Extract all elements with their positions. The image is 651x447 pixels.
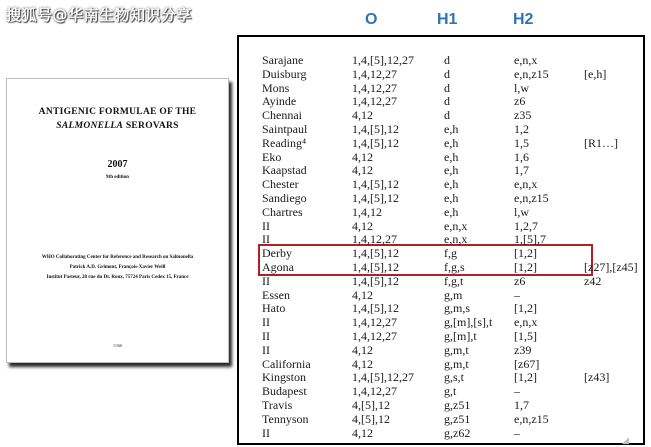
- h2-antigen: –: [514, 384, 520, 399]
- h1-antigen: e,h: [444, 135, 459, 150]
- cover-institute: Institut Pasteur, 28 rue du Dr. Roux, 75724 Paris Cedex 15, France: [46, 275, 189, 280]
- serovar-name: II: [262, 232, 270, 247]
- o-antigen: 4,12: [352, 218, 373, 233]
- h1-antigen: e,h: [444, 177, 459, 192]
- table-row: [239, 301, 639, 315]
- o-antigen: 1,4,[5],12: [352, 260, 399, 274]
- serovar-name: Chester: [262, 177, 299, 192]
- h1-antigen: g,[m],t: [444, 329, 477, 343]
- o-antigen: 4,[5],12: [352, 398, 390, 412]
- serovar-name: Chartres: [262, 204, 303, 219]
- table-row: [239, 329, 639, 343]
- serovar-name: II: [262, 329, 270, 343]
- h1-antigen: g,t: [444, 384, 457, 399]
- h1-antigen: g,m,t: [444, 356, 469, 371]
- serovar-name: II: [262, 425, 270, 440]
- serovar-name: Tennyson: [262, 411, 309, 426]
- table-row: [239, 288, 639, 302]
- o-antigen: 1,4,[5],12,27: [352, 370, 414, 385]
- serovar-name: California: [262, 356, 311, 371]
- o-antigen: 1,4,12: [352, 204, 382, 219]
- cover-title-italic: SALMONELLA: [56, 121, 124, 131]
- table-row: [239, 122, 639, 136]
- table-row: [239, 205, 639, 219]
- h1-antigen: d: [444, 80, 450, 95]
- table-row: [239, 343, 639, 357]
- table-row: [239, 136, 639, 150]
- serovar-name: Hato: [262, 301, 286, 316]
- h2-antigen: [z67]: [514, 356, 540, 371]
- serovar-name: Essen: [262, 287, 290, 302]
- h2-antigen: [1,5]: [514, 329, 537, 343]
- o-antigen: 4,12: [352, 287, 373, 302]
- h1-antigen: e,n,x: [444, 232, 468, 247]
- column-header-h2: H2: [513, 11, 534, 28]
- table-row: [239, 274, 639, 288]
- h2-antigen: [1,2]: [514, 246, 537, 261]
- table-row: [239, 370, 639, 384]
- cover-year: 2007: [107, 159, 128, 170]
- o-antigen: 1,4,[5],12,27: [352, 53, 414, 67]
- table-row: [239, 94, 639, 108]
- extra-antigen: [e,h]: [584, 66, 607, 81]
- o-antigen: 1,4,[5],12: [352, 191, 399, 205]
- o-antigen: 1,4,12,27: [352, 80, 397, 95]
- serovar-name: Agona: [262, 260, 294, 274]
- o-antigen: 4,[5],12: [352, 411, 390, 426]
- serovar-name: Mons: [262, 80, 290, 95]
- extra-antigen: [z43]: [584, 370, 610, 385]
- h2-antigen: e,n,z15: [514, 411, 549, 426]
- watermark: 搜狐号@华南生物知识分享: [6, 6, 193, 24]
- h2-antigen: e,n,z15: [514, 66, 549, 81]
- h1-antigen: e,h: [444, 122, 459, 136]
- table-row: [239, 412, 639, 426]
- h2-antigen: [1,2]: [514, 370, 537, 385]
- h2-antigen: z39: [514, 342, 532, 357]
- o-antigen: 1,4,12,27: [352, 315, 397, 330]
- table-row: [239, 426, 639, 440]
- table-row: [239, 357, 639, 371]
- h1-antigen: g,[m],[s],t: [444, 315, 493, 330]
- serovar-name: Kaapstad: [262, 163, 307, 178]
- h1-antigen: g,z62: [444, 425, 471, 440]
- h1-antigen: e,h: [444, 163, 459, 178]
- table-row: [239, 191, 639, 205]
- o-antigen: 1,4,[5],12: [352, 246, 399, 261]
- h2-antigen: 1,7: [514, 163, 529, 178]
- serovar-name: Derby: [262, 246, 292, 261]
- serovar-name: II: [262, 273, 270, 288]
- corner-mark-icon: ◢: [622, 436, 629, 446]
- table-row: [239, 246, 639, 260]
- o-antigen: 1,4,12,27: [352, 94, 397, 109]
- table-row: [239, 163, 639, 177]
- table-row: [239, 384, 639, 398]
- cover-title-line1: ANTIGENIC FORMULAE OF THE: [38, 107, 197, 117]
- h2-antigen: 1,2,7: [514, 218, 538, 233]
- extra-antigen: z42: [584, 273, 602, 288]
- table-row: [239, 398, 639, 412]
- cover-title-rest: SEROVARS: [123, 121, 179, 131]
- serovar-name: Eko: [262, 149, 282, 164]
- h2-antigen: –: [514, 287, 520, 302]
- serovar-name: Ayinde: [262, 94, 297, 109]
- h2-antigen: z6: [514, 94, 526, 109]
- h2-antigen: 1,7: [514, 398, 529, 412]
- h1-antigen: g,m,t: [444, 342, 469, 357]
- h1-antigen: g,s,t: [444, 370, 465, 385]
- o-antigen: 4,12: [352, 342, 373, 357]
- serovar-name: II: [262, 218, 270, 233]
- serovar-name: Chennai: [262, 108, 302, 123]
- o-antigen: 1,4,12,27: [352, 384, 397, 399]
- serovar-name: Saintpaul: [262, 122, 308, 136]
- cover-page-number: 1/166: [112, 343, 123, 348]
- table-row: [239, 219, 639, 233]
- serovar-name: Travis: [262, 398, 293, 412]
- serovar-name: II: [262, 342, 270, 357]
- o-antigen: 1,4,[5],12: [352, 273, 399, 288]
- h2-antigen: 1,6: [514, 149, 529, 164]
- cover-edition: 9th edition: [106, 175, 129, 180]
- h1-antigen: d: [444, 53, 450, 67]
- table-row: [239, 260, 639, 274]
- serovar-table: [237, 35, 645, 445]
- cover-who-line: WHO Collaborating Center for Reference and Research on Salmonella: [41, 255, 194, 260]
- o-antigen: 1,4,[5],12: [352, 301, 399, 316]
- cover-authors: Patrick A.D. Grimont, François-Xavier Weill: [69, 265, 166, 270]
- h2-antigen: e,n,z15: [514, 191, 549, 205]
- table-row: [239, 108, 639, 122]
- o-antigen: 1,4,[5],12: [352, 122, 399, 136]
- o-antigen: 1,4,[5],12: [352, 177, 399, 192]
- h2-antigen: 1,[5],7: [514, 232, 546, 247]
- h2-antigen: z6: [514, 273, 526, 288]
- h2-antigen: e,n,x: [514, 177, 538, 192]
- o-antigen: 4,12: [352, 108, 373, 123]
- table-row: [239, 150, 639, 164]
- column-header-o: O: [365, 11, 378, 28]
- serovar-name: Sarajane: [262, 53, 304, 67]
- h2-antigen: l,w: [514, 80, 529, 95]
- extra-antigen: [R1…]: [584, 135, 618, 150]
- o-antigen: 1,4,12,27: [352, 66, 397, 81]
- o-antigen: 4,12: [352, 163, 373, 178]
- serovar-name: Duisburg: [262, 66, 307, 81]
- h1-antigen: d: [444, 66, 450, 81]
- o-antigen: 1,4,12,27: [352, 232, 397, 247]
- h2-antigen: [1,2]: [514, 301, 537, 316]
- h1-antigen: d: [444, 94, 450, 109]
- o-antigen: 4,12: [352, 425, 373, 440]
- column-header-h1: H1: [437, 11, 458, 28]
- h2-antigen: e,n,x: [514, 315, 538, 330]
- h2-antigen: [1,2]: [514, 260, 537, 274]
- h1-antigen: g,z51: [444, 411, 471, 426]
- serovar-name: Budapest: [262, 384, 307, 399]
- serovar-name: Kingston: [262, 370, 307, 385]
- h2-antigen: 1,2: [514, 122, 529, 136]
- h1-antigen: e,n,x: [444, 218, 468, 233]
- extra-antigen: [z27],[z45]: [584, 260, 638, 274]
- table-row: [239, 177, 639, 191]
- table-row: [239, 81, 639, 95]
- h1-antigen: e,h: [444, 204, 459, 219]
- h1-antigen: f,g,t: [444, 273, 464, 288]
- o-antigen: 4,12: [352, 356, 373, 371]
- h2-antigen: l,w: [514, 204, 529, 219]
- h2-antigen: z35: [514, 108, 532, 123]
- table-row: [239, 67, 639, 81]
- h1-antigen: f,g: [444, 246, 457, 261]
- h1-antigen: d: [444, 108, 450, 123]
- serovar-name: Sandiego: [262, 191, 307, 205]
- h2-antigen: 1,5: [514, 135, 529, 150]
- h2-antigen: e,n,x: [514, 53, 538, 67]
- h1-antigen: g,z51: [444, 398, 471, 412]
- o-antigen: 1,4,12,27: [352, 329, 397, 343]
- serovar-name: Reading⁴: [262, 135, 307, 150]
- h1-antigen: g,m,s: [444, 301, 471, 316]
- o-antigen: 4,12: [352, 149, 373, 164]
- table-row: [239, 53, 639, 67]
- book-cover: [6, 78, 229, 363]
- h1-antigen: f,g,s: [444, 260, 465, 274]
- o-antigen: 1,4,[5],12: [352, 135, 399, 150]
- serovar-name: II: [262, 315, 270, 330]
- h1-antigen: e,h: [444, 149, 459, 164]
- h2-antigen: –: [514, 425, 520, 440]
- cover-title-line2: [7, 121, 228, 131]
- h1-antigen: g,m: [444, 287, 463, 302]
- h1-antigen: e,h: [444, 191, 459, 205]
- table-row: [239, 315, 639, 329]
- table-row: [239, 232, 639, 246]
